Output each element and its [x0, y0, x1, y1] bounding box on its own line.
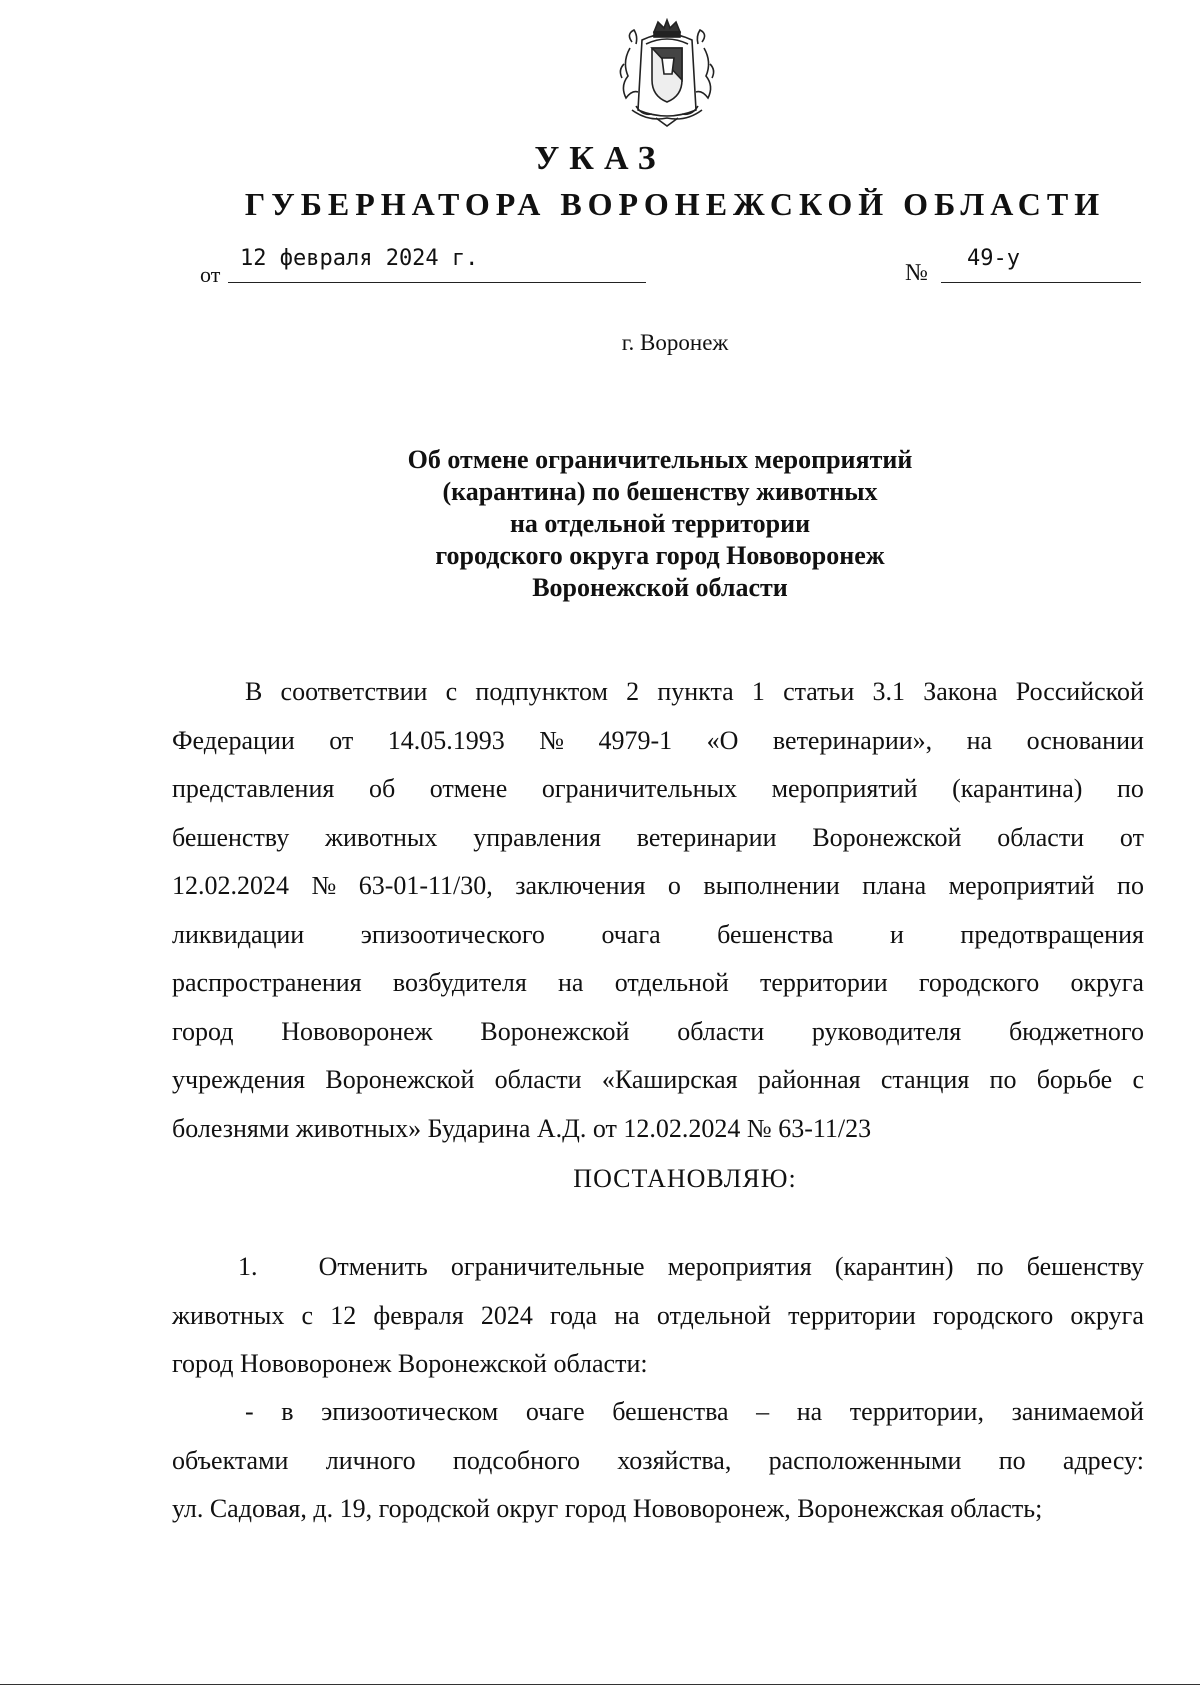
word: основании: [1026, 725, 1144, 755]
word: личного: [325, 1445, 416, 1475]
word: области: [677, 1016, 765, 1046]
word: области: [494, 1065, 582, 1094]
item-1-paragraph: [172, 1243, 1144, 1389]
word: года: [550, 1300, 598, 1330]
word: бешенству: [1026, 1252, 1144, 1281]
word: ветеринарии»,: [772, 725, 933, 755]
word: руководителя: [811, 1016, 962, 1046]
word: №: [311, 871, 337, 900]
word: пункта: [657, 677, 734, 706]
word: о: [667, 871, 681, 900]
text-line-justified: [172, 765, 1144, 814]
item-1-subparagraph: [172, 1388, 1144, 1534]
word: по: [998, 1445, 1026, 1475]
word: 2: [626, 677, 640, 706]
document-heading: [300, 444, 1020, 604]
word: на: [614, 1300, 640, 1330]
word: бешенству: [172, 822, 290, 852]
word: ветеринарии: [636, 822, 777, 852]
word: статьи: [783, 677, 855, 706]
text-line-justified: [172, 814, 1144, 863]
word: отдельной: [656, 1300, 771, 1330]
word: город: [172, 1016, 234, 1046]
heading-line: Об отмене ограничительных мероприятий: [407, 445, 913, 474]
word: заключения: [515, 871, 646, 900]
number-prefix: №: [905, 260, 928, 286]
word: на: [558, 968, 584, 997]
word: предотвращения: [960, 919, 1144, 949]
text-line-justified: [172, 717, 1144, 766]
word: (карантин): [834, 1252, 954, 1281]
word: территории: [760, 968, 888, 997]
word: представления: [172, 774, 335, 803]
text-line: болезнями животных» Бударина А.Д. от 12.02.2024 № 63-11/23: [172, 1113, 872, 1143]
word: адресу:: [1062, 1445, 1144, 1475]
word: объектами: [172, 1445, 289, 1475]
word: эпизоотического: [360, 919, 545, 949]
city: г. Воронеж: [621, 330, 729, 355]
word: 63-01-11/30,: [358, 871, 493, 900]
word: Нововоронеж: [281, 1016, 433, 1046]
item-number: 1.: [238, 1252, 258, 1281]
word: хозяйства,: [617, 1445, 732, 1475]
word: эпизоотическом: [321, 1397, 499, 1426]
word: №: [539, 725, 565, 755]
page-bottom-rule: [0, 1684, 1200, 1685]
number-value: 49-у: [967, 246, 1020, 271]
word: учреждения: [172, 1065, 306, 1094]
word: городского: [932, 1300, 1054, 1330]
word: животных: [325, 822, 438, 852]
text-line-justified: [172, 1056, 1144, 1105]
number-underline: [941, 282, 1141, 283]
word: борьбе: [1036, 1065, 1113, 1094]
word: 12.02.2024: [172, 871, 289, 900]
word: по: [1117, 871, 1144, 900]
document-type-title: УКАЗ: [534, 140, 666, 177]
word: по: [989, 1065, 1017, 1094]
word: расположенными: [768, 1445, 962, 1475]
text-line-justified: [172, 911, 1144, 960]
word: (карантина): [952, 774, 1083, 803]
date-prefix: от: [200, 262, 221, 287]
text-line-justified: [172, 1292, 1144, 1341]
date-underline: [228, 282, 646, 283]
word: очаге: [525, 1397, 585, 1426]
date-field: [200, 246, 500, 286]
word: ограничительных: [541, 774, 737, 803]
word: по: [976, 1252, 1004, 1281]
word: мероприятия: [667, 1252, 812, 1281]
text-line-justified: [172, 1388, 1144, 1437]
text-line-justified: [172, 1437, 1144, 1486]
word: плана: [862, 871, 927, 900]
word: –: [756, 1397, 770, 1426]
word: 2024: [480, 1300, 533, 1330]
preamble-paragraph: [172, 668, 1144, 1153]
word: 1: [751, 677, 765, 706]
word: с: [301, 1300, 314, 1330]
word: 14.05.1993: [387, 725, 505, 755]
word: и: [889, 919, 904, 949]
word: отдельной: [614, 968, 729, 997]
word: ограничительные: [450, 1252, 645, 1281]
word: подсобного: [452, 1445, 581, 1475]
word: распространения: [172, 968, 362, 997]
word: подпунктом: [475, 677, 608, 706]
heading-line: (карантина) по бешенству животных: [442, 477, 878, 506]
date-value: 12 февраля 2024 г.: [240, 246, 479, 271]
coat-of-arms-icon: [612, 18, 722, 128]
word: Отменить: [318, 1252, 428, 1281]
word: отмене: [429, 774, 508, 803]
word: бешенства: [717, 919, 834, 949]
word: Воронежской: [480, 1016, 630, 1046]
word: животных: [172, 1300, 285, 1330]
word: округа: [1070, 968, 1144, 997]
word: бешенства: [612, 1397, 729, 1426]
word: соответствии: [280, 677, 428, 706]
word: «Каширская: [601, 1065, 738, 1094]
word: в: [281, 1397, 294, 1426]
word: ликвидации: [172, 919, 305, 949]
word: территории: [788, 1300, 916, 1330]
word: территории,: [849, 1397, 984, 1426]
word: -: [245, 1397, 254, 1426]
word: 3.1: [872, 677, 906, 706]
number-field: [905, 246, 1145, 286]
word: выполнении: [703, 871, 840, 900]
word: 12: [330, 1300, 357, 1330]
heading-line: Воронежской области: [532, 573, 788, 602]
word: городского: [918, 968, 1040, 997]
word: об: [368, 774, 396, 803]
word: районная: [757, 1065, 861, 1094]
word: занимаемой: [1011, 1397, 1144, 1426]
word: возбудителя: [392, 968, 527, 997]
text-line-justified: [172, 1008, 1144, 1057]
word: на: [966, 725, 993, 755]
text-line-justified: [172, 959, 1144, 1008]
word: на: [796, 1397, 823, 1426]
word: «О: [706, 725, 739, 755]
word: 4979-1: [598, 725, 673, 755]
word: от: [1119, 822, 1144, 852]
heading-line: городского округа город Нововоронеж: [435, 541, 885, 570]
word: станция: [880, 1065, 970, 1094]
word: февраля: [373, 1300, 464, 1330]
issuer-title: ГУБЕРНАТОРА ВОРОНЕЖСКОЙ ОБЛАСТИ: [244, 186, 1106, 222]
word: Воронежской: [325, 1065, 475, 1094]
heading-line: на отдельной территории: [509, 509, 811, 538]
word: с: [445, 677, 458, 706]
word: области: [997, 822, 1085, 852]
text-line-justified: [172, 862, 1144, 911]
word: мероприятий: [771, 774, 918, 803]
word: Закона: [923, 677, 998, 706]
word: мероприятий: [948, 871, 1095, 900]
word: округа: [1070, 1300, 1144, 1330]
text-line: город Нововоронеж Воронежской области:: [172, 1349, 648, 1378]
word: Российской: [1015, 677, 1144, 706]
word: очага: [601, 919, 661, 949]
word: бюджетного: [1008, 1016, 1144, 1046]
word: с: [1132, 1065, 1144, 1094]
word: управления: [473, 822, 601, 852]
word: Воронежской: [812, 822, 962, 852]
word: В: [245, 677, 263, 706]
word: от: [329, 725, 354, 755]
word: по: [1117, 774, 1144, 803]
text-line: ул. Садовая, д. 19, городской округ город Нововоронеж, Воронежская область;: [172, 1494, 1043, 1523]
decree-word: ПОСТАНОВЛЯЮ:: [573, 1164, 797, 1193]
text-line-justified: [172, 1243, 1144, 1292]
word: Федерации: [172, 725, 295, 755]
